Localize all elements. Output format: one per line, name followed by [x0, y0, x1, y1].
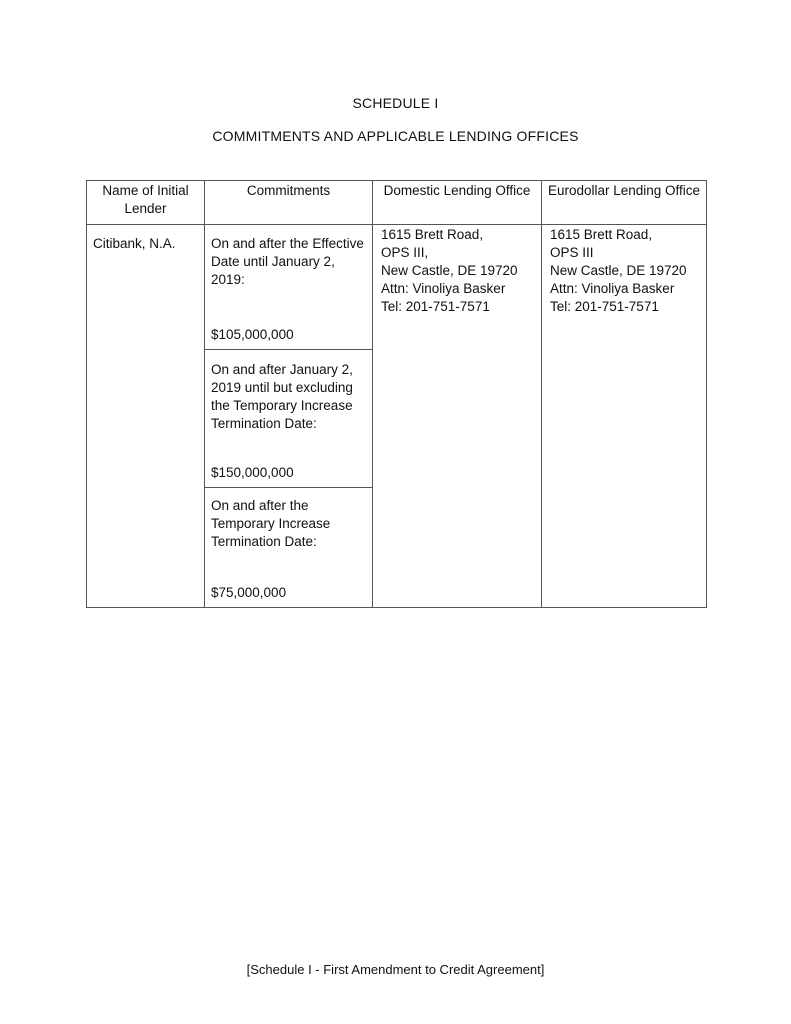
commitment-amount: $150,000,000	[211, 465, 294, 480]
commitment-block	[205, 349, 372, 487]
eurodollar-lending-office	[542, 225, 707, 608]
address-line: New Castle, DE 19720	[550, 263, 687, 278]
address-line: 1615 Brett Road,	[550, 227, 653, 242]
address-line: OPS III	[550, 245, 594, 260]
address-line: New Castle, DE 19720	[381, 263, 518, 278]
commitment-block	[205, 487, 372, 607]
domestic-lending-office	[373, 225, 542, 608]
table-row	[87, 225, 707, 608]
column-header-lender: Name of Initial Lender	[87, 181, 205, 225]
commitment-description: On and after the Temporary Increase Termination Date:	[211, 498, 331, 549]
table-header-row	[87, 181, 707, 225]
attention-line: Attn: Vinoliya Basker	[381, 281, 506, 296]
lender-name: Citibank, N.A.	[87, 225, 205, 608]
column-header-eurodollar-office: Eurodollar Lending Office	[542, 181, 707, 225]
page-footer: [Schedule I - First Amendment to Credit Agreement]	[246, 962, 545, 977]
commitment-description: On and after January 2, 2019 until but excluding the Temporary Increase Termination Date:	[211, 362, 353, 431]
commitment-amount: $105,000,000	[211, 327, 294, 342]
commitments-table	[86, 180, 707, 608]
commitments-cell	[205, 225, 373, 608]
section-title: COMMITMENTS AND APPLICABLE LENDING OFFICES	[212, 128, 579, 144]
phone-line: Tel: 201-751-7571	[550, 299, 659, 314]
column-header-domestic-office: Domestic Lending Office	[373, 181, 542, 225]
attention-line: Attn: Vinoliya Basker	[550, 281, 675, 296]
schedule-title: SCHEDULE I	[352, 95, 439, 111]
column-header-commitments: Commitments	[205, 181, 373, 225]
commitment-block	[205, 225, 372, 349]
address-line: OPS III,	[381, 245, 429, 260]
phone-line: Tel: 201-751-7571	[381, 299, 490, 314]
address-line: 1615 Brett Road,	[381, 227, 484, 242]
commitment-amount: $75,000,000	[211, 585, 287, 600]
commitment-description: On and after the Effective Date until January 2, 2019:	[211, 236, 364, 287]
